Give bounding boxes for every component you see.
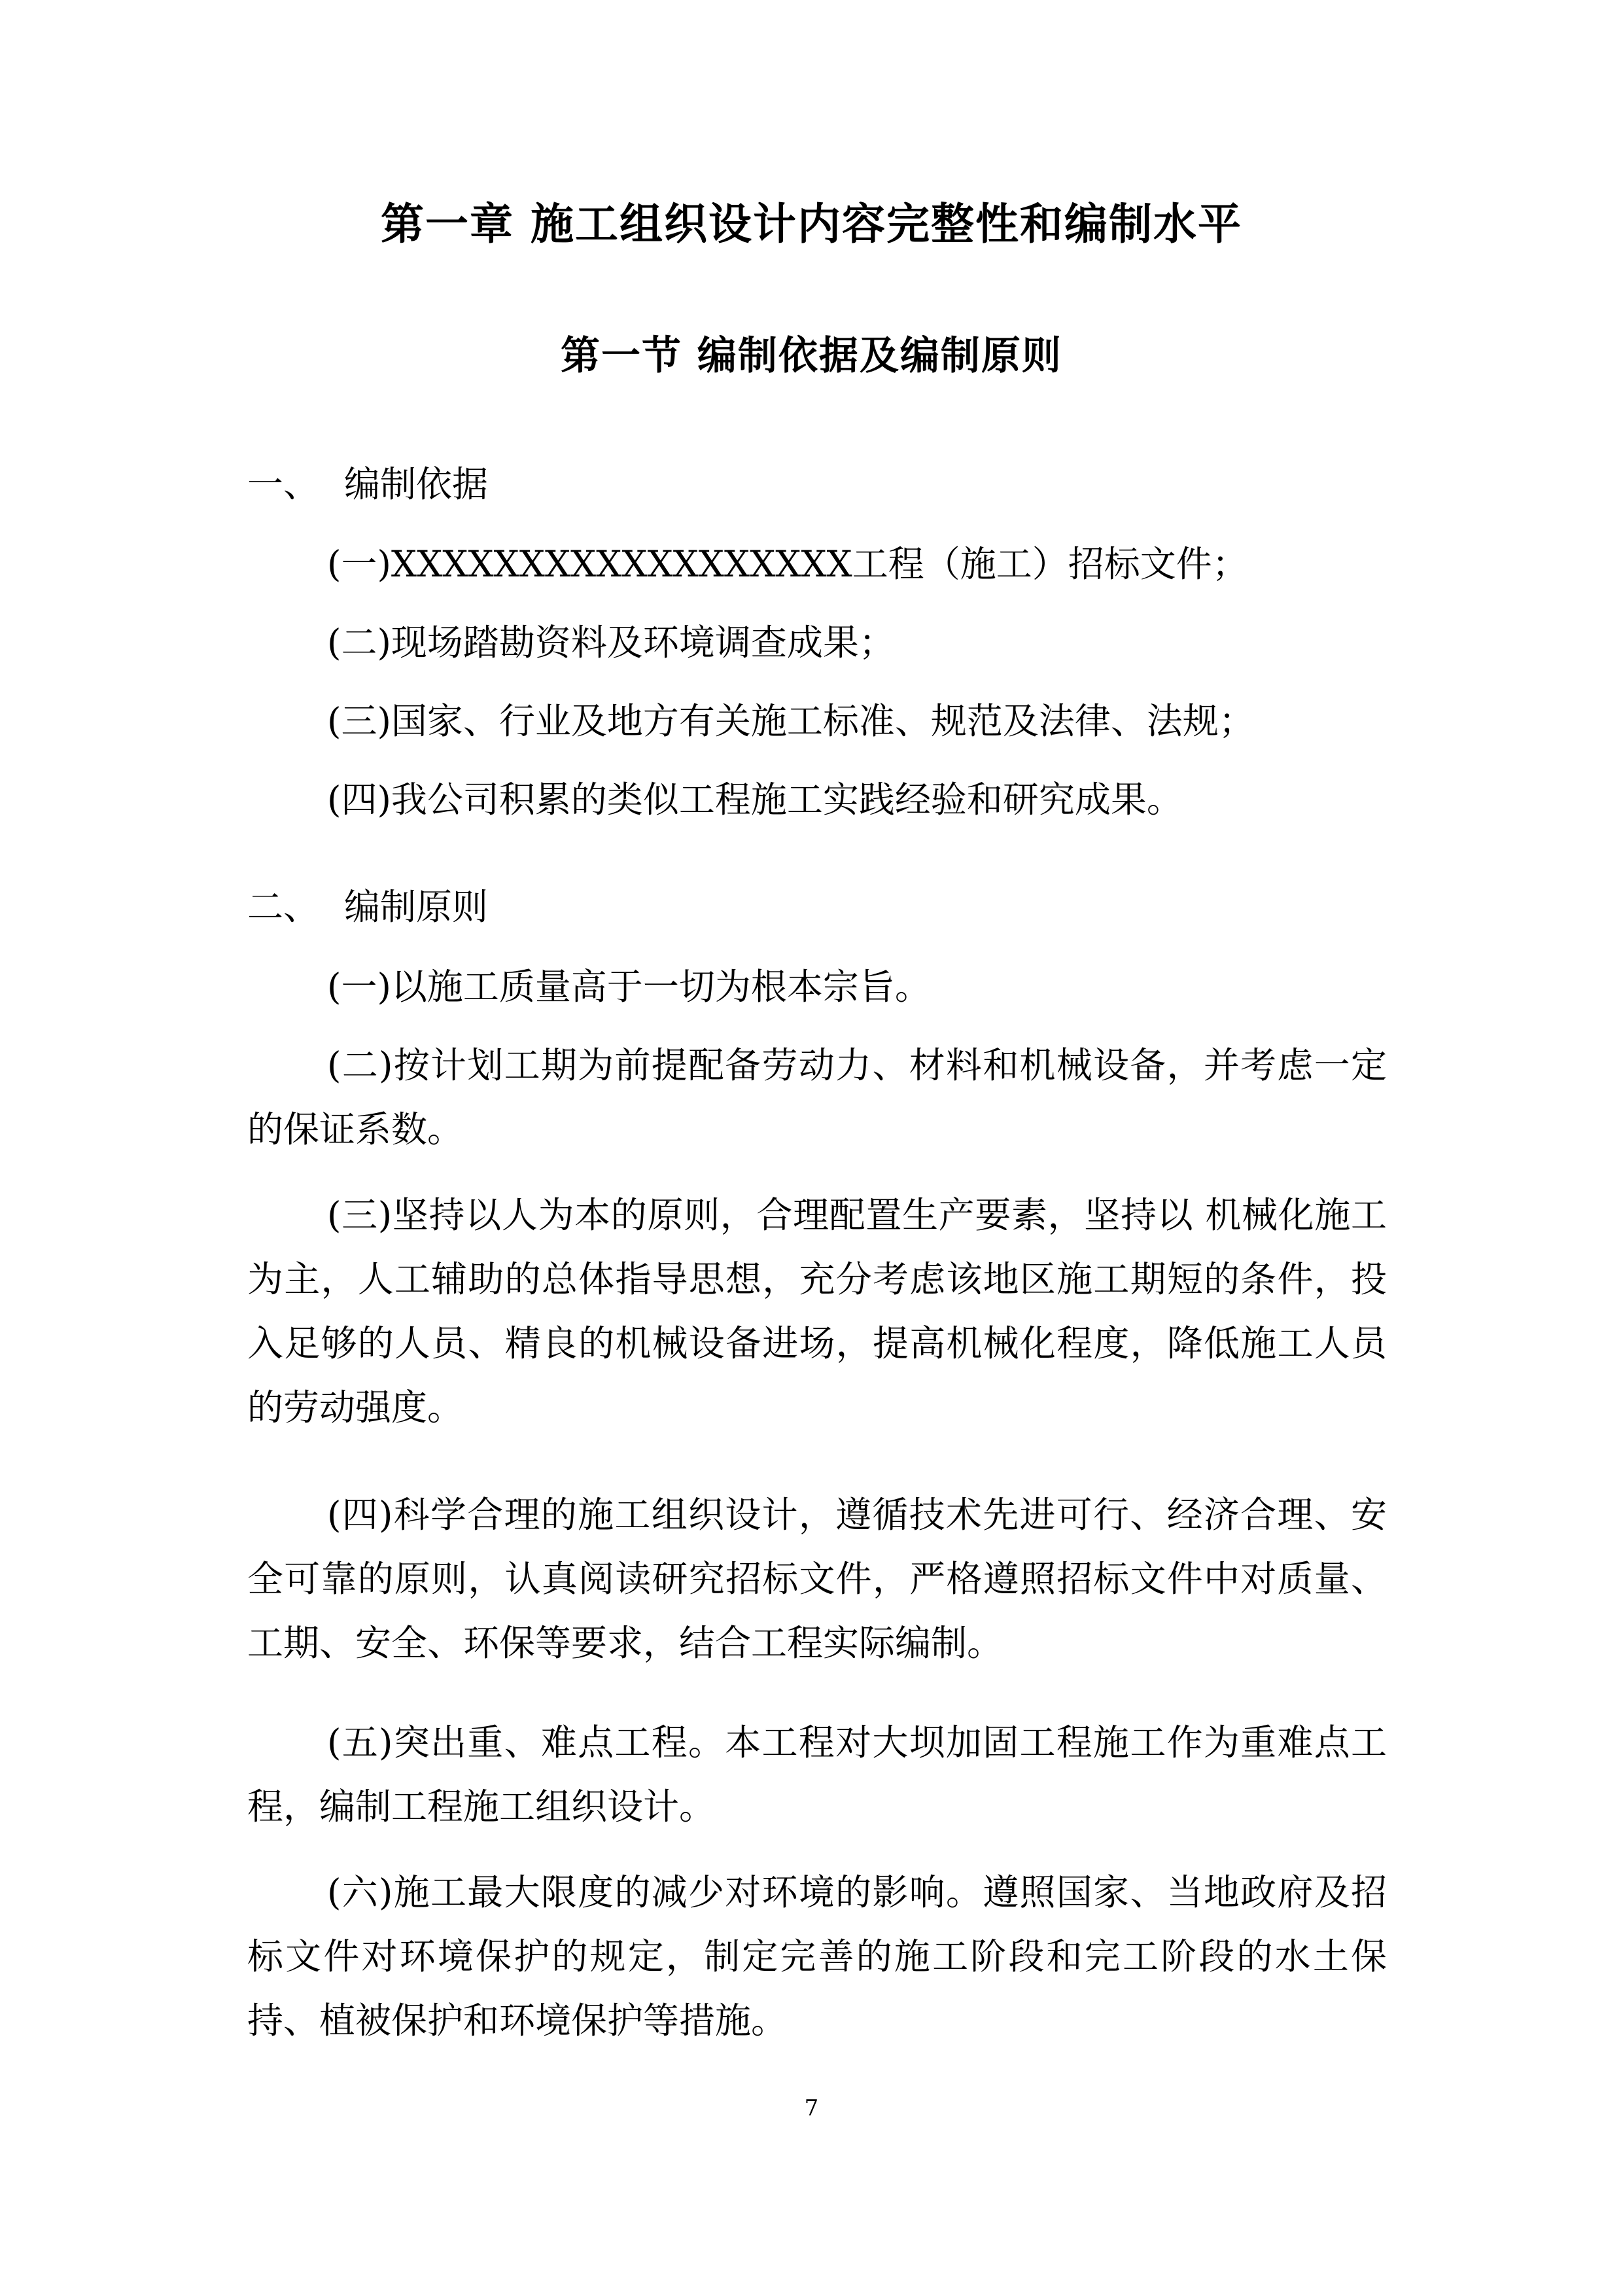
principle-paragraph: (六)施工最大限度的减少对环境的影响。遵照国家、当地政府及招标文件对环境保护的规定，制定完善的施工阶段和完工阶段的水土保持、植被保护和环境保护等措施。 — [247, 1871, 1387, 2041]
heading-principles-title: 编制原则 — [344, 886, 489, 928]
page-number: 7 — [804, 2095, 819, 2121]
heading-principles — [247, 881, 488, 933]
heading-basis-number: 一、 — [247, 463, 320, 505]
principle-paragraph: (二)按计划工期为前提配备劳动力、材料和机械设备，并考虑一定的保证系数。 — [247, 1044, 1387, 1150]
principle-paragraph: (四)科学合理的施工组织设计，遵循技术先进可行、经济合理、安全可靠的原则，认真阅读研究招标文件，严格遵照招标文件中对质量、工期、安全、环保等要求，结合工程实际编制。 — [247, 1494, 1387, 1664]
section-title: 第一节 编制依据及编制原则 — [561, 333, 1062, 379]
principle-paragraph: (三)坚持以人为本的原则，合理配置生产要素，坚持以 机械化施工为主，人工辅助的总体指导思想，充分考虑该地区施工期短的条件，投入足够的人员、精良的机械设备进场，提高机械化程度，降低施工人员的劳动强度。 — [247, 1194, 1387, 1428]
heading-basis — [247, 458, 488, 510]
basis-item: (四)我公司积累的类似工程施工实践经验和研究成果。 — [327, 779, 1183, 821]
basis-item: (二)现场踏勘资料及环境调查成果； — [327, 622, 895, 663]
basis-item: (一)XXXXXXXXXXXXXXXXXX工程（施工）招标文件； — [327, 543, 1248, 585]
basis-item: (三)国家、行业及地方有关施工标准、规范及法律、法规； — [327, 700, 1255, 742]
heading-principles-number: 二、 — [247, 886, 320, 928]
principle-paragraph: (一)以施工质量高于一切为根本宗旨。 — [327, 966, 931, 1008]
principle-paragraph: (五)突出重、难点工程。本工程对大坝加固工程施工作为重难点工程，编制工程施工组织设计。 — [247, 1722, 1387, 1828]
heading-basis-title: 编制依据 — [344, 463, 489, 505]
chapter-title: 第一章 施工组织设计内容完整性和编制水平 — [381, 199, 1242, 249]
